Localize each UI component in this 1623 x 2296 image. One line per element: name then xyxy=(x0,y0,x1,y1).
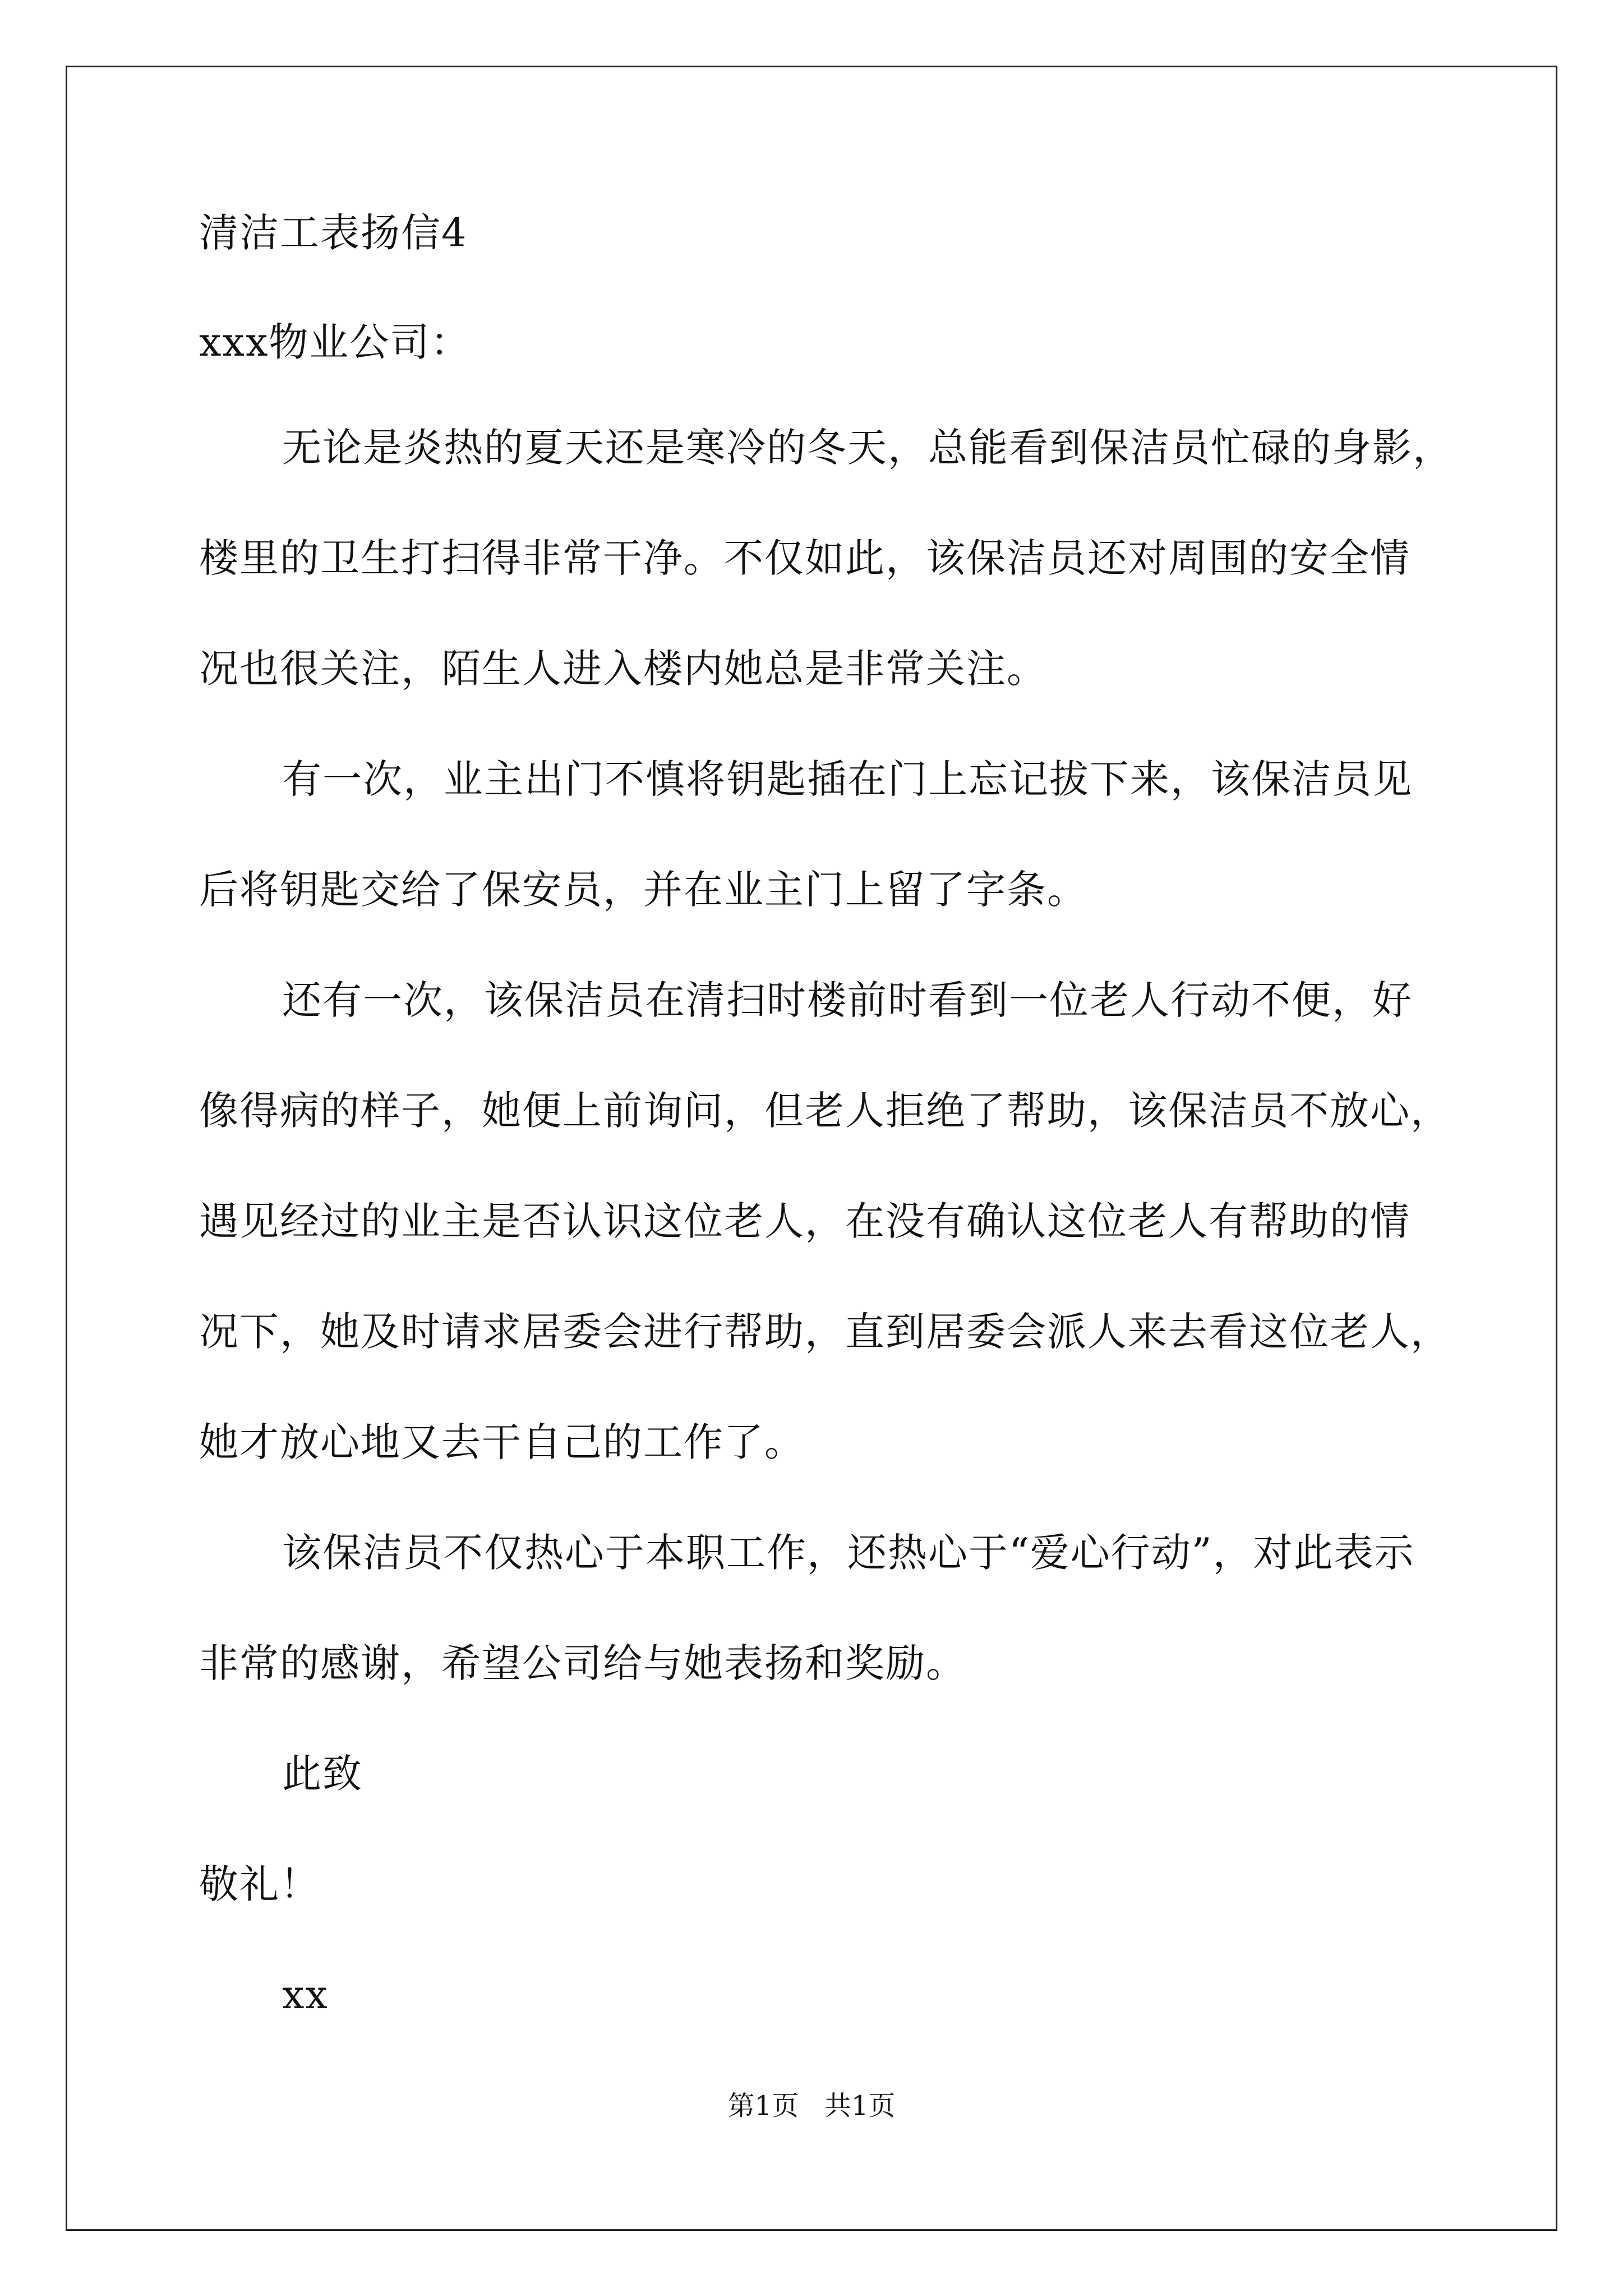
document-title: 清洁工表扬信4 xyxy=(199,210,468,256)
paragraph-3 xyxy=(199,977,1451,1465)
page-footer: 第1页 共1页 xyxy=(727,2090,896,2122)
letter-body xyxy=(199,210,1453,2018)
paragraph-line: 还有一次，该保洁员在清扫时楼前时看到一位老人行动不便，好 xyxy=(282,977,1413,1023)
paragraph-line: 楼里的卫生打扫得非常干净。不仅如此，该保洁员还对周围的安全情 xyxy=(199,535,1410,581)
salutation: xxx物业公司： xyxy=(199,319,471,365)
paragraph-line: 后将钥匙交给了保安员，并在业主门上留了字条。 xyxy=(199,867,1087,913)
signature: xx xyxy=(282,1972,329,2018)
paragraph-line: 该保洁员不仅热心于本职工作，还热心于“爱心行动”，对此表示 xyxy=(282,1530,1415,1576)
paragraph-line: 况下，她及时请求居委会进行帮助，直到居委会派人来去看这位老人， xyxy=(199,1309,1451,1355)
paragraph-line: 像得病的样子，她便上前询问，但老人拒绝了帮助，该保洁员不放心， xyxy=(199,1088,1451,1134)
paragraph-1 xyxy=(199,425,1453,692)
regards-phrase: 敬礼！ xyxy=(199,1861,320,1907)
paragraph-2 xyxy=(199,756,1427,913)
paragraph-line: 无论是炎热的夏天还是寒冷的冬天，总能看到保洁员忙碌的身影， xyxy=(282,425,1453,471)
paragraph-line: 非常的感谢，希望公司给与她表扬和奖励。 xyxy=(199,1640,966,1686)
paragraph-line: 她才放心地又去干自己的工作了。 xyxy=(199,1419,805,1465)
paragraph-line: 遇见经过的业主是否认识这位老人，在没有确认这位老人有帮助的情 xyxy=(199,1198,1410,1244)
paragraph-line: 有一次，业主出门不慎将钥匙插在门上忘记拔下来，该保洁员见 xyxy=(282,756,1413,802)
paragraph-4 xyxy=(199,1530,1427,1686)
paragraph-line: 况也很关注，陌生人进入楼内她总是非常关注。 xyxy=(199,646,1047,692)
closing-phrase: 此致 xyxy=(282,1751,363,1797)
